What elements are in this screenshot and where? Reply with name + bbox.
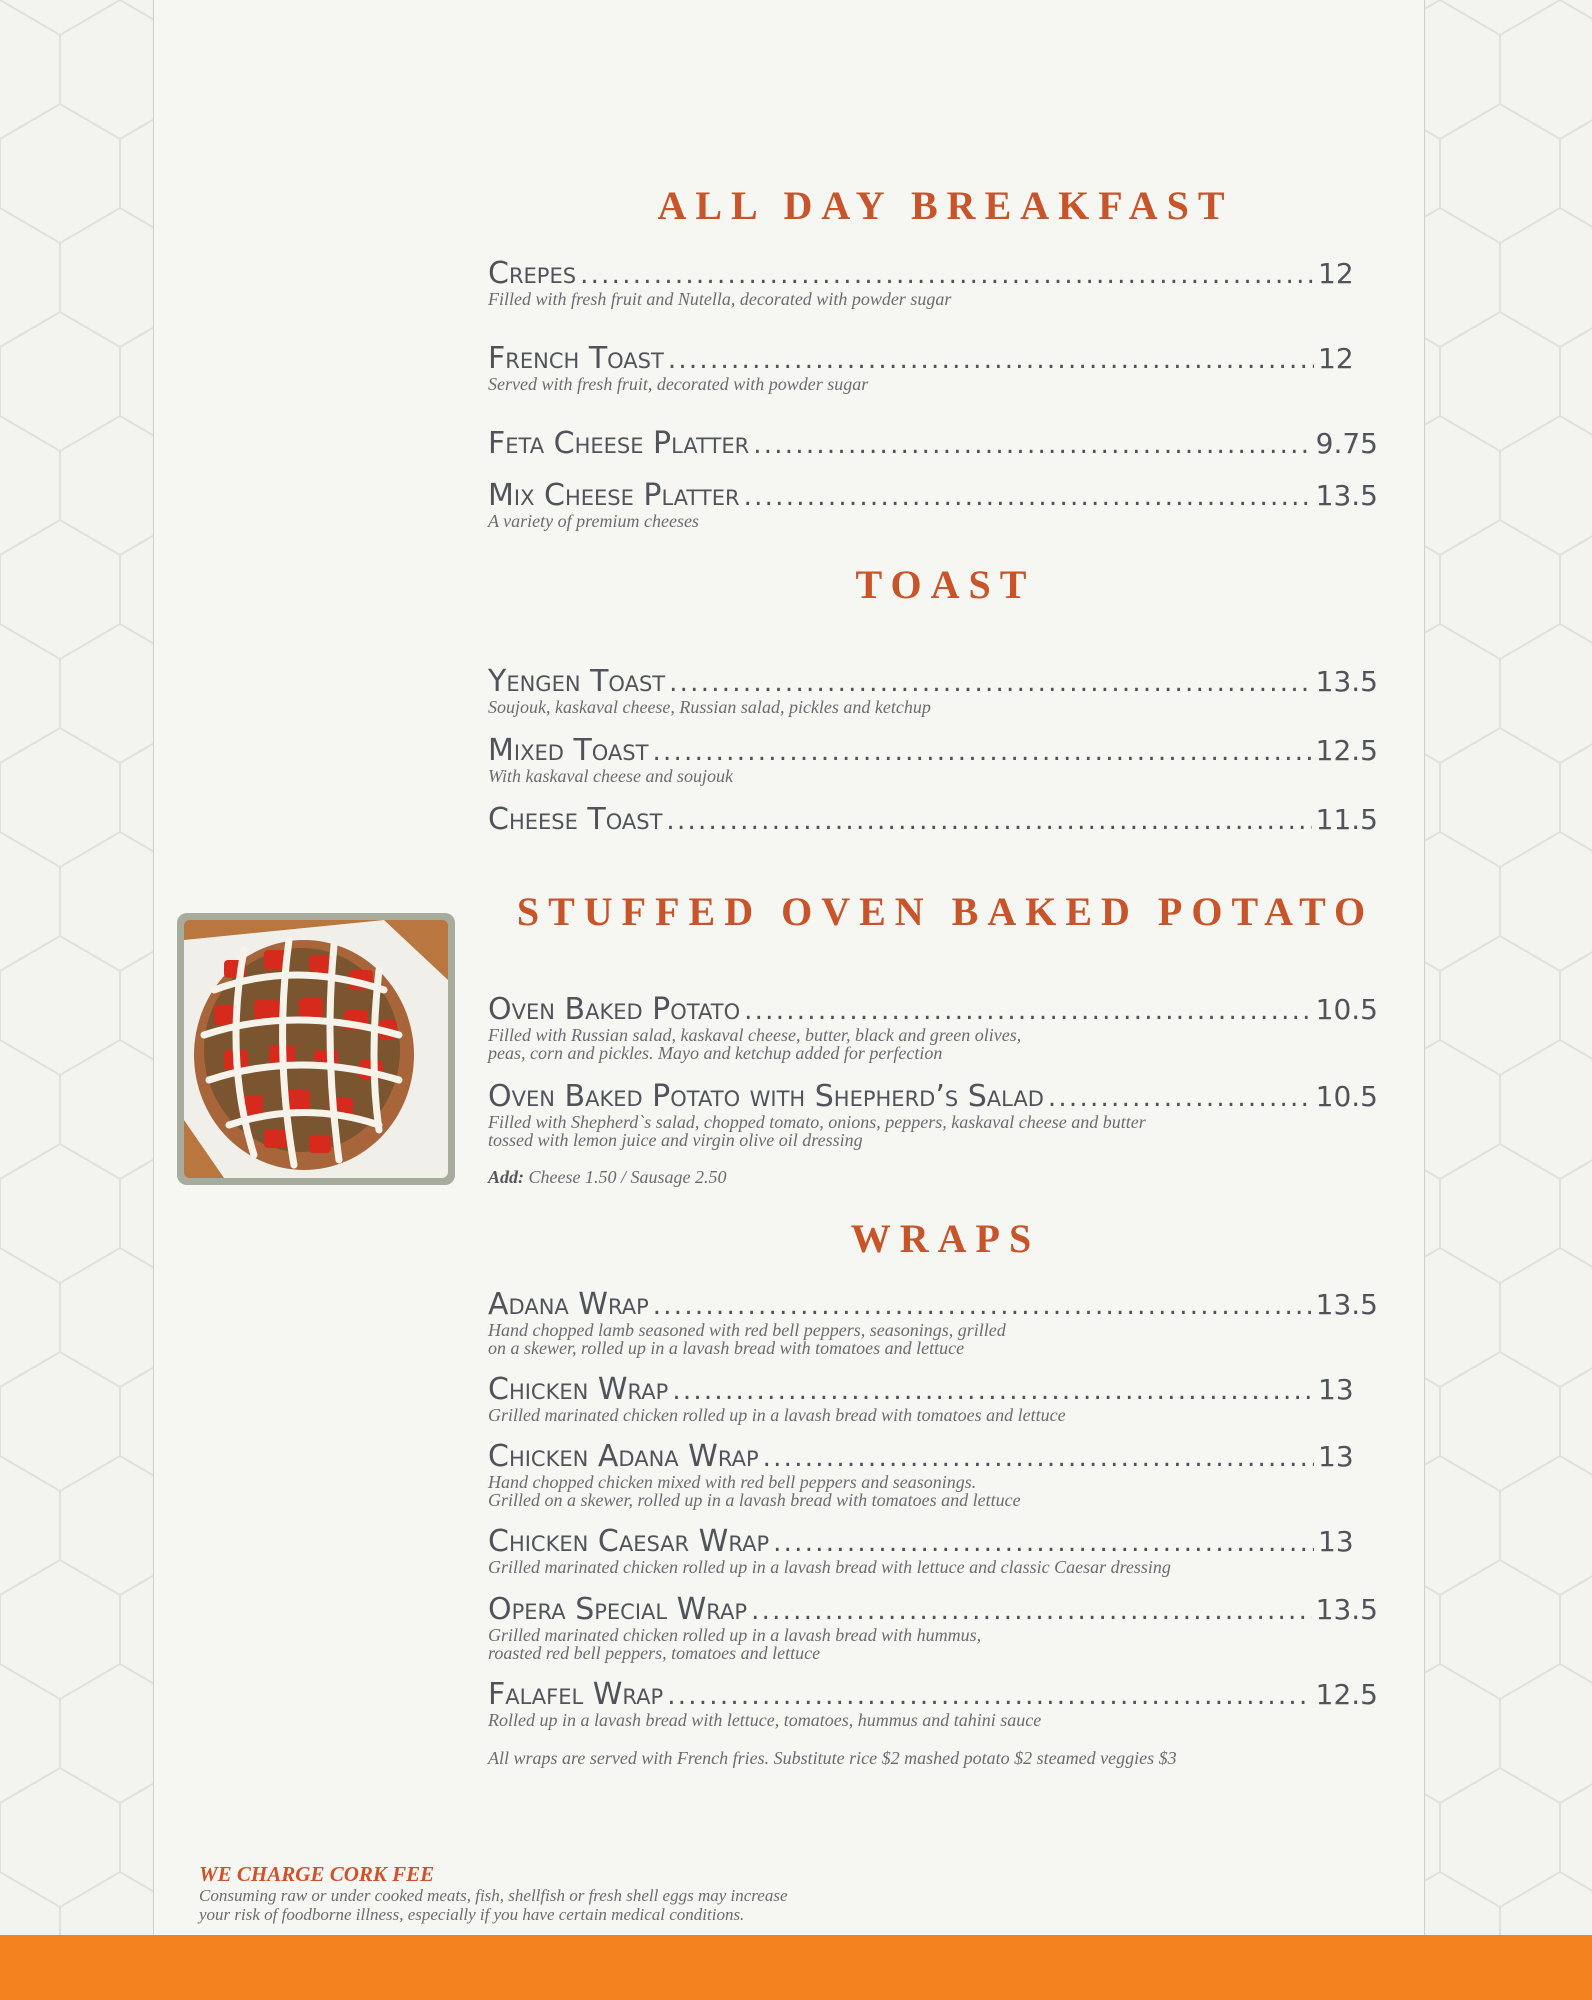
menu-item-feta-cheese-platter: [488, 426, 1378, 462]
item-price: 13: [1318, 1440, 1354, 1473]
menu-item-mix-cheese-platter: [488, 478, 1378, 530]
item-name: Mixed Toast: [488, 733, 649, 768]
dot-leader: [753, 430, 1311, 460]
food-safety-warning: Consuming raw or under cooked meats, fish, shellfish or fresh shell eggs may increase your risk of foodborne illness, especially if you have certain medical conditions.: [199, 1886, 788, 1924]
menu-item-mixed-toast: [488, 733, 1378, 785]
item-description: Filled with Russian salad, kaskaval cheese, butter, black and green olives, peas, corn and pickles. Mayo and ketchup added for perfection: [488, 1025, 1022, 1063]
item-name: Adana Wrap: [488, 1287, 649, 1322]
item-description: A variety of premium cheeses: [488, 511, 699, 531]
dot-leader: [672, 1376, 1314, 1406]
item-price: 10.5: [1315, 993, 1378, 1026]
stuffed-potato-photo: [184, 920, 448, 1178]
item-name: French Toast: [488, 341, 664, 376]
menu-item-falafel-wrap: [488, 1677, 1378, 1729]
item-description: With kaskaval cheese and soujouk: [488, 766, 733, 786]
menu-item-french-toast: [488, 341, 1378, 393]
item-name: Crepes: [488, 256, 577, 291]
menu-item-potato-shepherds-salad: [488, 1079, 1378, 1149]
section-title-wraps: WRAPS: [850, 1216, 1041, 1261]
item-name: Opera Special Wrap: [488, 1592, 748, 1627]
item-price: 13.5: [1315, 665, 1378, 698]
menu-item-cheese-toast: [488, 802, 1378, 838]
dot-leader: [763, 1443, 1314, 1473]
dot-leader: [667, 1681, 1311, 1711]
item-price: 12.5: [1315, 1678, 1378, 1711]
item-description: Grilled marinated chicken rolled up in a lavash bread with tomatoes and lettuce: [488, 1405, 1066, 1425]
dot-leader: [668, 345, 1314, 375]
menu-item-chicken-caesar-wrap: [488, 1524, 1378, 1576]
item-price: 13.5: [1315, 1288, 1378, 1321]
dot-leader: [666, 806, 1311, 836]
dot-leader: [1048, 1083, 1312, 1113]
item-price: 11.5: [1315, 803, 1378, 836]
item-name: Chicken Wrap: [488, 1372, 669, 1407]
item-price: 12: [1318, 257, 1354, 290]
item-name: Chicken Caesar Wrap: [488, 1524, 770, 1559]
section-title-potato: STUFFED OVEN BAKED POTATO: [516, 889, 1375, 934]
item-name: Oven Baked Potato with Shepherd’s Salad: [488, 1079, 1044, 1114]
item-description: Filled with fresh fruit and Nutella, decorated with powder sugar: [488, 289, 952, 309]
item-price: 12.5: [1315, 734, 1378, 767]
item-name: Chicken Adana Wrap: [488, 1439, 759, 1474]
item-description: Soujouk, kaskaval cheese, Russian salad, pickles and ketchup: [488, 697, 931, 717]
menu-item-yengen-toast: [488, 664, 1378, 716]
section-title-breakfast: ALL DAY BREAKFAST: [657, 183, 1234, 228]
item-name: Feta Cheese Platter: [488, 426, 750, 461]
dot-leader: [744, 996, 1312, 1026]
item-price: 13.5: [1315, 1593, 1378, 1626]
item-price: 13: [1318, 1525, 1354, 1558]
item-price: 12: [1318, 342, 1354, 375]
dot-leader: [751, 1596, 1312, 1626]
dot-leader: [580, 260, 1314, 290]
item-name: Mix Cheese Platter: [488, 478, 740, 513]
addons-text: Cheese 1.50 / Sausage 2.50: [528, 1167, 727, 1187]
menu-item-crepes: [488, 256, 1378, 308]
item-price: 10.5: [1315, 1080, 1378, 1113]
potato-addons-note: [488, 1167, 726, 1188]
item-description: Served with fresh fruit, decorated with powder sugar: [488, 374, 869, 394]
dot-leader: [773, 1528, 1314, 1558]
item-price: 13.5: [1315, 479, 1378, 512]
item-name: Falafel Wrap: [488, 1677, 664, 1712]
item-name: Yengen Toast: [488, 664, 666, 699]
item-description: Hand chopped lamb seasoned with red bell peppers, seasonings, grilled on a skewer, rolled up in a lavash bread with tomatoes and lettuce: [488, 1320, 1006, 1358]
item-name: Cheese Toast: [488, 802, 663, 837]
menu-item-adana-wrap: [488, 1287, 1378, 1357]
menu-item-oven-baked-potato: [488, 992, 1378, 1062]
bottom-accent-bar: [0, 1935, 1592, 2000]
wraps-sides-note: All wraps are served with French fries. Substitute rice $2 mashed potato $2 steamed veggies $3: [488, 1748, 1177, 1768]
dot-leader: [669, 668, 1312, 698]
item-description: Rolled up in a lavash bread with lettuce, tomatoes, hummus and tahini sauce: [488, 1710, 1042, 1730]
item-name: Oven Baked Potato: [488, 992, 741, 1027]
item-description: Grilled marinated chicken rolled up in a lavash bread with lettuce and classic Caesar dressing: [488, 1557, 1171, 1577]
dot-leader: [653, 1291, 1312, 1321]
potato-photo-frame: [177, 913, 455, 1185]
section-title-toast: TOAST: [855, 562, 1036, 607]
item-price: 9.75: [1315, 427, 1378, 460]
menu-item-chicken-adana-wrap: [488, 1439, 1378, 1509]
item-description: Hand chopped chicken mixed with red bell peppers and seasonings. Grilled on a skewer, rolled up in a lavash bread with tomatoes and lettuce: [488, 1472, 1021, 1510]
item-price: 13: [1318, 1373, 1354, 1406]
dot-leader: [744, 482, 1312, 512]
dot-leader: [652, 737, 1311, 767]
addons-label: Add:: [488, 1167, 524, 1187]
menu-item-opera-special-wrap: [488, 1592, 1378, 1662]
item-description: Filled with Shepherd`s salad, chopped tomato, onions, peppers, kaskaval cheese and butter tossed with lemon juice and virgin olive oil dressing: [488, 1112, 1146, 1150]
item-description: Grilled marinated chicken rolled up in a lavash bread with hummus, roasted red bell peppers, tomatoes and lettuce: [488, 1625, 982, 1663]
cork-fee-notice: WE CHARGE CORK FEE: [199, 1862, 435, 1886]
menu-item-chicken-wrap: [488, 1372, 1378, 1424]
